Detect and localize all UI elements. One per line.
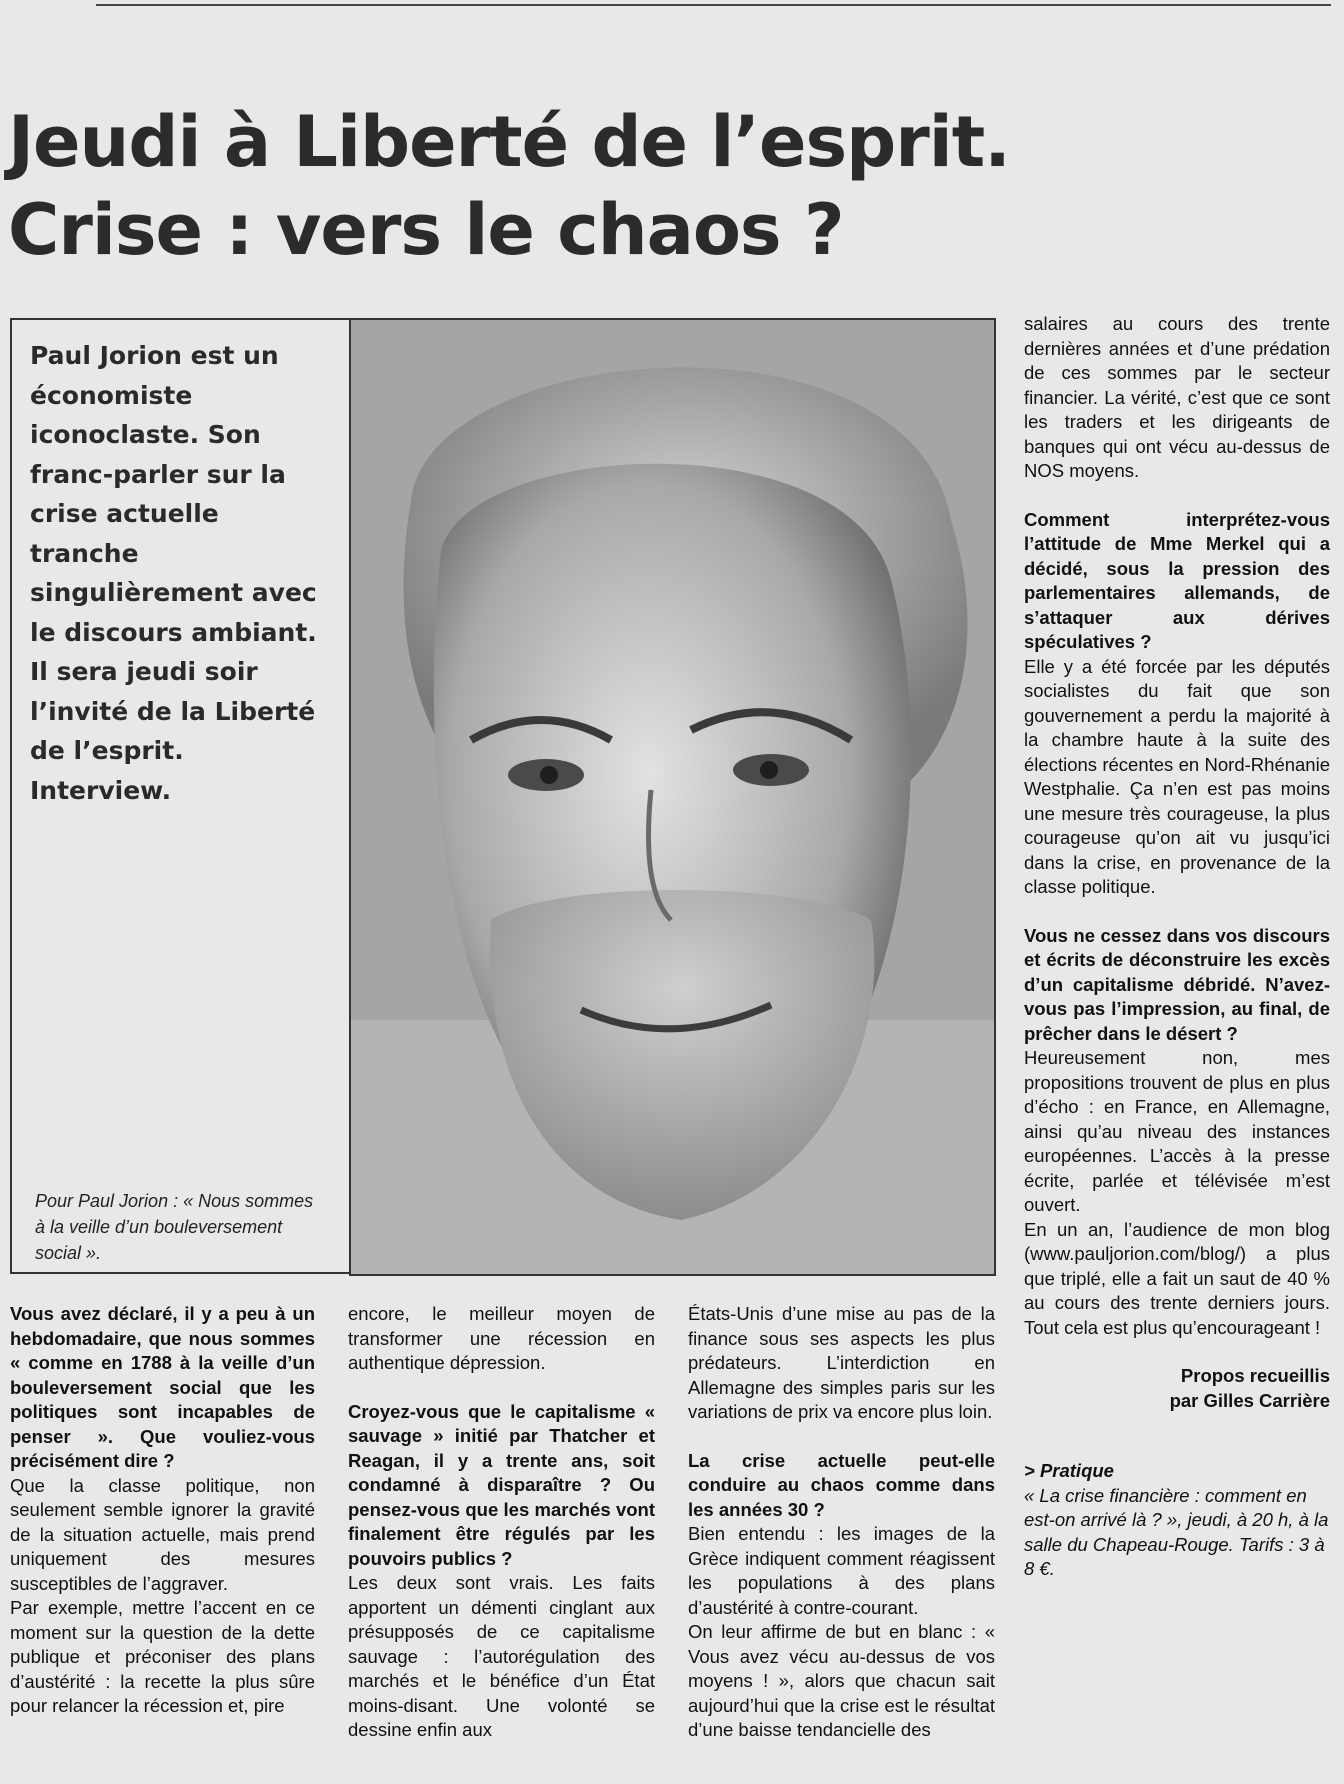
answer-2c: États-Unis d’une mise au pas de la finance sous ses aspects les plus prédateurs. L’interdiction en Allemagne des simples paris sur les variations de prix va encore plus loin. xyxy=(688,1303,995,1422)
question-2: Croyez-vous que le capitalisme « sauvage » initié par Thatcher et Reagan, il y a trente ans, soit condamné à disparaître ? Ou pensez-vous que les marchés vont finalement être régulés par les pouvoirs publics ? xyxy=(348,1400,655,1569)
portrait-illustration xyxy=(351,320,994,1274)
photo-caption: Pour Paul Jorion : « Nous sommes à la veille d’un bouleversement social ». xyxy=(35,1191,314,1263)
answer-desert-b: En un an, l’audience de mon blog (www.pauljorion.com/blog/) a plus que triplé, elle a fait un saut de 40 % au cours des trente derniers jours. Tout cela est plus qu’encourageant ! xyxy=(1024,1218,1330,1338)
signature-line-1: Propos recueillis xyxy=(1180,1365,1330,1386)
question-merkel: Comment interprétez-vous l’attitude de Mme Merkel qui a décidé, sous la pression des parlementaires allemands, de s’attaquer aux dérives spéculatives ? xyxy=(1024,508,1330,652)
article-column-2 xyxy=(348,1302,655,1743)
answer-desert-a: Heureusement non, mes propositions trouvent de plus en plus d’écho : en France, en Allemagne, ainsi qu’au niveau des instances européennes. L’accès à la presse écrite, parlée et télévisée m’est ouvert. xyxy=(1024,1047,1330,1215)
answer-3b: On leur affirme de but en blanc : « Vous avez vécu au-dessus de vos moyens ! », alors que chacun sait aujourd’hui que la crise est le résultat d’une baisse tendancielle des xyxy=(688,1621,995,1740)
answer-1c: encore, le meilleur moyen de transformer une récession en authentique dépression. xyxy=(348,1303,655,1373)
article-column-1 xyxy=(10,1302,315,1719)
answer-3a: Bien entendu : les images de la Grèce indiquent comment réagissent les populations à des plans d’austérité à contre-courant. xyxy=(688,1523,995,1618)
answer-2: Les deux sont vrais. Les faits apportent un démenti cinglant aux présupposés de ce capitalisme sauvage : l’autorégulation des marchés et le bénéfice d’un État moins-disant. Une volonté se dessine enfin aux xyxy=(348,1572,655,1740)
answer-merkel: Elle y a été forcée par les députés socialistes du fait que son gouvernement a perdu la majorité à la chambre haute à la suite des élections récentes en Nord-Rhénanie Westphalie. Ça n’en est pas moins une mesure très courageuse, la plus courageuse qu’on ait vu jusqu’ici dans la crise, en provenance de la classe politique. xyxy=(1024,655,1330,897)
article-column-3 xyxy=(688,1302,995,1743)
pratique-text: « La crise financière : comment en est-on arrivé là ? », jeudi, à 20 h, à la salle du Chapeau-Rouge. Tarifs : 3 à 8 €. xyxy=(1024,1484,1329,1579)
question-3: La crise actuelle peut-elle conduire au chaos comme dans les années 30 ? xyxy=(688,1449,995,1520)
headline xyxy=(8,98,1158,274)
top-rule xyxy=(96,4,1331,6)
intro-text: Paul Jorion est un économiste iconoclaste. Son franc-parler sur la crise actuelle tranche singulièrement avec le discours ambiant. Il sera jeudi soir l’invité de la Liberté de l’esprit. Interview. xyxy=(30,341,317,805)
article-column-4 xyxy=(1024,312,1330,1582)
portrait-photo xyxy=(349,318,996,1276)
question-1: Vous avez déclaré, il y a peu à un hebdomadaire, que nous sommes « comme en 1788 à la veille d’un bouleversement social que les politiques sont incapables de penser ». Que vouliez-vous précisément dire ? xyxy=(10,1303,315,1471)
right-paragraph-1: salaires au cours des trente dernières années et d’une prédation de ces sommes par le secteur financier. La vérité, c’est que ce sont les traders et les dirigeants de banques qui ont vécu au-dessus de NOS moyens. xyxy=(1024,313,1330,481)
question-desert: Vous ne cessez dans vos discours et écrits de déconstruire les excès d’un capitalisme débridé. N’avez-vous pas l’impression, au final, de prêcher dans le désert ? xyxy=(1024,924,1330,1044)
signature-line-2: par Gilles Carrière xyxy=(1169,1389,1330,1411)
pratique-heading: > Pratique xyxy=(1024,1460,1114,1481)
headline-line-2: Crise : vers le chaos ? xyxy=(8,189,844,271)
answer-1a: Que la classe politique, non seulement semble ignorer la gravité de la situation actuelle, mais prend uniquement des mesures susceptibles de l’aggraver. xyxy=(10,1474,315,1594)
answer-1b: Par exemple, mettre l’accent en ce moment sur la question de la dette publique et préconiser des plans d’austérité : la recette la plus sûre pour relancer la récession et, pire xyxy=(10,1597,315,1716)
headline-line-1: Jeudi à Liberté de l’esprit. xyxy=(8,101,1010,183)
